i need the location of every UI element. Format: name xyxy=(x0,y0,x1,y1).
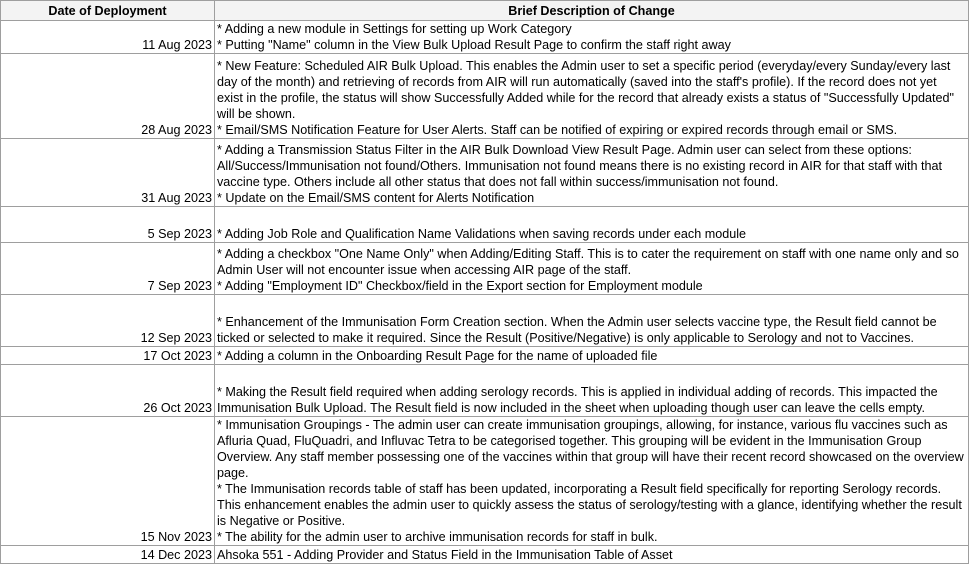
table-row xyxy=(1,207,969,243)
header-date-of-deployment: Date of Deployment xyxy=(1,1,215,21)
table-row xyxy=(1,54,969,139)
deployment-date: 5 Sep 2023 xyxy=(1,207,215,243)
change-description xyxy=(215,365,969,417)
change-item: * Update on the Email/SMS content for Alerts Notification xyxy=(217,191,535,205)
deployment-date: 26 Oct 2023 xyxy=(1,365,215,417)
change-item: * Adding a Transmission Status Filter in the AIR Bulk Download View Result Page. Admin user can select from these options: All/Success/Immunisation not found/Others. Immunisation not found means there is no existing record in AIR for that staff with that vaccine type. Others include all other status that does not fall within success/immunisation not found. xyxy=(217,143,942,189)
change-item: * Adding a column in the Onboarding Result Page for the name of uploaded file xyxy=(217,349,658,363)
change-description xyxy=(215,546,969,564)
change-item: * The Immunisation records table of staff has been updated, incorporating a Result field specifically for reporting Serology records. This enhancement enables the admin user to quickly assess the status of serology/testing with a glance, identifying whether the result is Negative or Positive. xyxy=(217,482,962,528)
change-description xyxy=(215,21,969,54)
change-item: * Adding a checkbox "One Name Only" when Adding/Editing Staff. This is to cater the requirement on staff with one name only and so Admin User will not encounter issue when accessing AIR page of the staff. xyxy=(217,247,959,277)
table-row xyxy=(1,546,969,564)
header-row xyxy=(1,1,969,21)
deployment-date: 17 Oct 2023 xyxy=(1,347,215,365)
change-description xyxy=(215,417,969,546)
change-description xyxy=(215,139,969,207)
change-item: * Adding "Employment ID" Checkbox/field in the Export section for Employment module xyxy=(217,279,703,293)
change-item: * Putting "Name" column in the View Bulk Upload Result Page to confirm the staff right away xyxy=(217,38,731,52)
change-description xyxy=(215,207,969,243)
table-row xyxy=(1,365,969,417)
table-row xyxy=(1,139,969,207)
change-item: * Immunisation Groupings - The admin user can create immunisation groupings, allowing, for instance, various flu vaccines such as Afluria Quad, FluQuadri, and Influvac Tetra to be categorised together. This grouping will be evident in the Immunisation Group Overview. Any staff member possessing one of the vaccines within that group will have their recent record showcased on the overview page. xyxy=(217,418,964,480)
table-row xyxy=(1,295,969,347)
table-row xyxy=(1,417,969,546)
deployment-date: 11 Aug 2023 xyxy=(1,21,215,54)
change-description xyxy=(215,243,969,295)
deployment-date: 15 Nov 2023 xyxy=(1,417,215,546)
deployment-date: 14 Dec 2023 xyxy=(1,546,215,564)
change-item: * Making the Result field required when adding serology records. This is applied in individual adding of records. This impacted the Immunisation Bulk Upload. The Result field is now included in the sheet when uploading though user can leave the cells empty. xyxy=(217,385,938,415)
table-row xyxy=(1,347,969,365)
change-item: * Email/SMS Notification Feature for User Alerts. Staff can be notified of expiring or expired records through email or SMS. xyxy=(217,123,898,137)
deployment-date: 31 Aug 2023 xyxy=(1,139,215,207)
deployment-date: 7 Sep 2023 xyxy=(1,243,215,295)
change-item: * New Feature: Scheduled AIR Bulk Upload. This enables the Admin user to set a specific period (everyday/every Sunday/every last day of the month) and retrieving of records from AIR will run automatically (saved into the staff's profile). If the record does not yet exist in the profile, the status will show Successfully Added while for the record that already exists a status of "Successfully Updated" will be shown. xyxy=(217,59,954,121)
change-item: * Adding Job Role and Qualification Name Validations when saving records under each module xyxy=(217,227,747,241)
change-item: * Enhancement of the Immunisation Form Creation section. When the Admin user selects vaccine type, the Result field cannot be ticked or selected to make it required. Since the Result (Positive/Negative) is only applicable to Serology and not to Vaccines. xyxy=(217,315,937,345)
change-description xyxy=(215,295,969,347)
change-item: * The ability for the admin user to archive immunisation records for staff in bulk. xyxy=(217,530,658,544)
table-row xyxy=(1,21,969,54)
change-description xyxy=(215,347,969,365)
header-brief-description: Brief Description of Change xyxy=(215,1,969,21)
change-description xyxy=(215,54,969,139)
table-row xyxy=(1,243,969,295)
deployment-date: 28 Aug 2023 xyxy=(1,54,215,139)
change-item: Ahsoka 551 - Adding Provider and Status Field in the Immunisation Table of Asset xyxy=(217,548,673,562)
change-item: * Adding a new module in Settings for setting up Work Category xyxy=(217,22,572,36)
deployment-date: 12 Sep 2023 xyxy=(1,295,215,347)
